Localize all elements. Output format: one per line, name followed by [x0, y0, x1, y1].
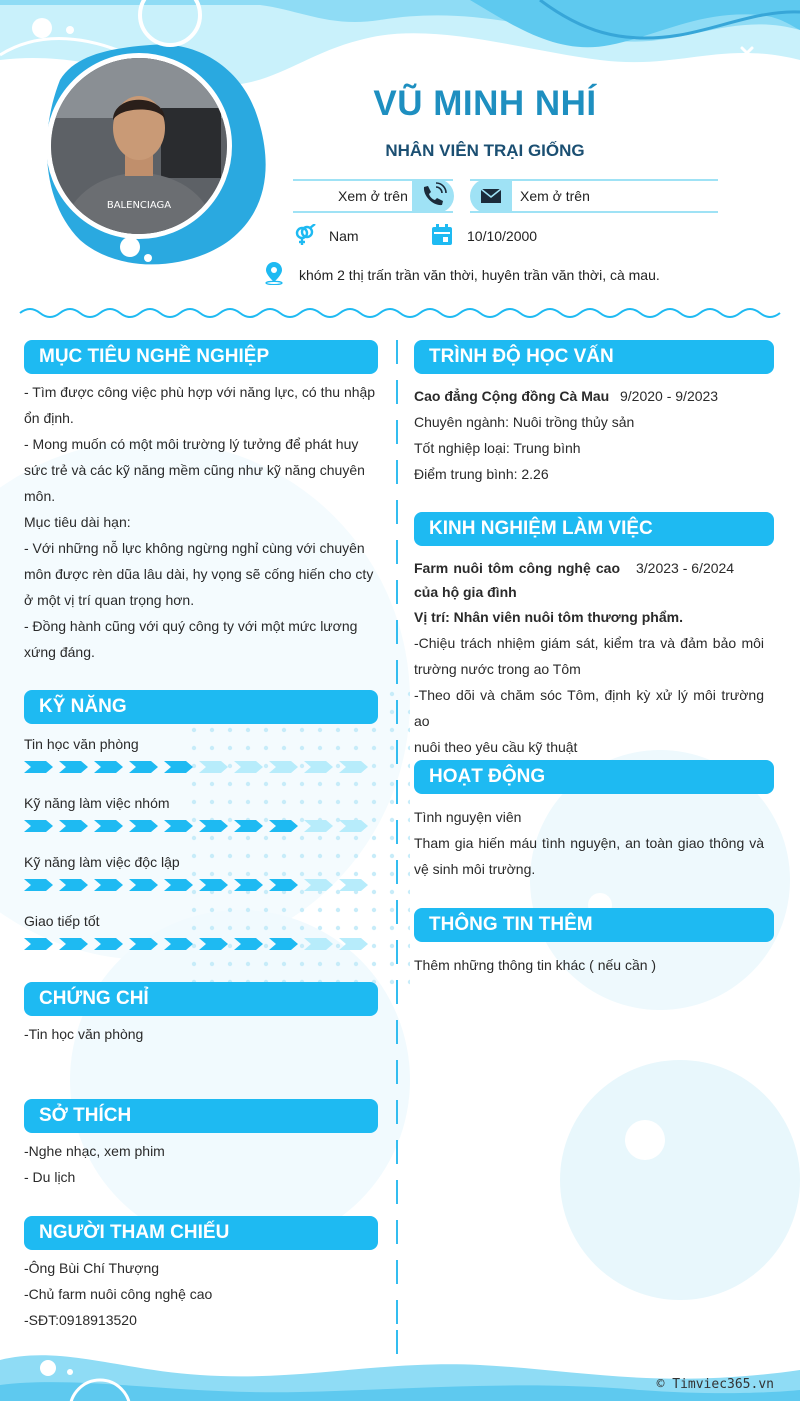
- divider: [396, 1020, 398, 1044]
- additional-text: Thêm những thông tin khác ( nếu cần ): [414, 957, 657, 973]
- avatar: [46, 53, 232, 239]
- divider: [396, 340, 398, 364]
- skill-bar: [22, 759, 370, 775]
- skill-chevron-filled: [267, 936, 300, 952]
- skill-chevron-filled: [127, 818, 160, 834]
- skill-label: Giao tiếp tốt: [24, 913, 100, 929]
- text-line: môn được rèn dũa lâu dài, hy vọng sẽ cống hiến cho cty: [24, 566, 374, 582]
- divider: [396, 1220, 398, 1244]
- divider: [396, 900, 398, 924]
- skill-label: Kỹ năng làm việc nhóm: [24, 795, 170, 811]
- skill-chevron-filled: [92, 877, 125, 893]
- divider: [396, 740, 398, 764]
- skill-chevron-filled: [127, 877, 160, 893]
- skill-chevron-empty: [337, 759, 370, 775]
- text-line: ở một vị trí quan trọng hơn.: [24, 592, 195, 608]
- hobbies-text: [24, 1138, 165, 1190]
- divider: [396, 660, 398, 684]
- reference-line: -Ông Bùi Chí Thượng: [24, 1260, 160, 1276]
- skill-chevron-empty: [302, 818, 335, 834]
- section-title-additional: THÔNG TIN THÊM: [414, 908, 774, 942]
- gender-icon: [293, 224, 317, 246]
- education-details: [414, 409, 634, 487]
- birthday-value: 10/10/2000: [467, 228, 538, 244]
- skill-chevron-filled: [57, 818, 90, 834]
- skill-chevron-filled: [162, 877, 195, 893]
- location-icon: [263, 261, 285, 285]
- divider: [396, 1060, 398, 1084]
- objective-text: [24, 379, 378, 665]
- divider: [396, 620, 398, 644]
- gender-value: Nam: [329, 228, 359, 244]
- reference-line: -SĐT:0918913520: [24, 1312, 137, 1328]
- divider: [396, 460, 398, 484]
- skill-chevron-empty: [267, 759, 300, 775]
- duty-line: nuôi theo yêu cầu kỹ thuật: [414, 739, 578, 755]
- skill-chevron-empty: [302, 759, 335, 775]
- divider: [396, 1260, 398, 1284]
- section-title-experience: KINH NGHIỆM LÀM VIỆC: [414, 512, 774, 546]
- skill-chevron-filled: [92, 818, 125, 834]
- hobby-item: -Nghe nhạc, xem phim: [24, 1143, 165, 1159]
- education-line: Chuyên ngành: Nuôi trồng thủy sản: [414, 414, 635, 430]
- skill-chevron-empty: [337, 877, 370, 893]
- school-name: Cao đẳng Cộng đồng Cà Mau: [414, 388, 610, 404]
- hobby-item: - Du lịch: [24, 1169, 76, 1185]
- divider: [396, 380, 398, 404]
- section-title-references: NGƯỜI THAM CHIẾU: [24, 1216, 378, 1250]
- skill-chevron-filled: [127, 936, 160, 952]
- skill-chevron-filled: [267, 877, 300, 893]
- skill-chevron-filled: [162, 759, 195, 775]
- email-icon: [470, 179, 512, 213]
- divider: [396, 420, 398, 444]
- skill-bar: [22, 818, 370, 834]
- duty-line: -Theo dõi và chăm sóc Tôm, định kỳ xử lý môi trường ao: [414, 687, 764, 729]
- divider: [396, 1100, 398, 1124]
- skill-chevron-filled: [267, 818, 300, 834]
- skill-chevron-empty: [337, 818, 370, 834]
- skill-chevron-empty: [232, 759, 265, 775]
- experience-period: 3/2023 - 6/2024: [636, 560, 735, 576]
- divider: [396, 980, 398, 1004]
- calendar-icon: [431, 224, 453, 246]
- section-title-education: TRÌNH ĐỘ HỌC VẤN: [414, 340, 774, 374]
- divider: [396, 860, 398, 884]
- skill-chevron-filled: [197, 818, 230, 834]
- activity-line: Tham gia hiến máu tình nguyện, an toàn giao thông và: [414, 835, 764, 851]
- skill-chevron-empty: [302, 936, 335, 952]
- skill-chevron-filled: [127, 759, 160, 775]
- text-line: ổn định.: [24, 410, 74, 426]
- experience-duties: [414, 630, 764, 760]
- skill-chevron-filled: [22, 877, 55, 893]
- skill-chevron-filled: [92, 759, 125, 775]
- skill-chevron-filled: [57, 877, 90, 893]
- text-line: - Đồng hành cũng với quý công ty với một mức lương: [24, 618, 358, 634]
- skill-chevron-filled: [57, 759, 90, 775]
- divider: [396, 1330, 398, 1354]
- education-line: Điểm trung bình: 2.26: [414, 466, 549, 482]
- text-line: sức trẻ và các kỹ năng mềm cũng như kỹ năng chuyên: [24, 462, 365, 478]
- divider: [396, 780, 398, 804]
- skill-bar: [22, 877, 370, 893]
- skill-chevron-filled: [232, 936, 265, 952]
- activity-line: Tình nguyện viên: [414, 809, 522, 825]
- divider: [396, 580, 398, 604]
- education-line: Tốt nghiệp loại: Trung bình: [414, 440, 581, 456]
- skill-label: Kỹ năng làm việc độc lập: [24, 854, 180, 870]
- divider: [396, 1140, 398, 1164]
- footer-watermark: © Timviec365.vn: [656, 1377, 774, 1392]
- skill-chevron-filled: [197, 936, 230, 952]
- skill-chevron-empty: [197, 759, 230, 775]
- skill-chevron-filled: [232, 877, 265, 893]
- email-value[interactable]: Xem ở trên: [520, 188, 590, 204]
- text-line: - Với những nỗ lực không ngừng nghỉ cùng với chuyên: [24, 540, 365, 556]
- certificate-item: -Tin học văn phòng: [24, 1026, 144, 1042]
- text-line: - Tìm được công việc phù hợp với năng lực, có thu nhập: [24, 384, 376, 400]
- section-title-certificates: CHỨNG CHỈ: [24, 982, 378, 1016]
- skill-label: Tin học văn phòng: [24, 736, 139, 752]
- text-line: xứng đáng.: [24, 644, 95, 660]
- skill-chevron-empty: [302, 877, 335, 893]
- references-text: [24, 1255, 212, 1333]
- duty-line: -Chiệu trách nhiệm giám sát, kiểm tra và đảm bảo môi: [414, 635, 764, 651]
- skill-chevron-filled: [22, 759, 55, 775]
- education-period: 9/2020 - 9/2023: [620, 388, 719, 404]
- divider: [396, 1300, 398, 1324]
- job-title: NHÂN VIÊN TRẠI GIỐNG: [385, 141, 585, 160]
- duty-line: trường nước trong ao Tôm: [414, 661, 581, 677]
- skill-bar: [22, 936, 370, 952]
- skill-chevron-filled: [22, 818, 55, 834]
- activity-line: vệ sinh môi trường.: [414, 861, 536, 877]
- skill-chevron-empty: [337, 936, 370, 952]
- company-name-cont: của hộ gia đình: [414, 584, 517, 600]
- skill-chevron-filled: [232, 818, 265, 834]
- position: Vị trí: Nhân viên nuôi tôm thương phẩm.: [414, 609, 683, 625]
- skill-chevron-filled: [197, 877, 230, 893]
- text-line: môn.: [24, 488, 56, 504]
- skill-chevron-filled: [57, 936, 90, 952]
- skill-chevron-filled: [162, 936, 195, 952]
- divider: [396, 820, 398, 844]
- phone-value[interactable]: Xem ở trên: [338, 188, 408, 204]
- divider: [396, 940, 398, 964]
- section-title-hobbies: SỞ THÍCH: [24, 1099, 378, 1133]
- divider: [396, 540, 398, 564]
- section-title-activities: HOẠT ĐỘNG: [414, 760, 774, 794]
- svg-text:BALENCIAGA: BALENCIAGA: [106, 200, 172, 211]
- text-line: - Mong muốn có một môi trường lý tưởng để phát huy: [24, 436, 359, 452]
- skill-chevron-filled: [162, 818, 195, 834]
- reference-line: -Chủ farm nuôi công nghệ cao: [24, 1286, 213, 1302]
- section-title-skills: KỸ NĂNG: [24, 690, 378, 724]
- text-line: Mục tiêu dài hạn:: [24, 514, 131, 530]
- section-title-objective: MỤC TIÊU NGHỀ NGHIỆP: [24, 340, 378, 374]
- divider: [396, 700, 398, 724]
- candidate-name: VŨ MINH NHÍ: [373, 84, 597, 123]
- skill-chevron-filled: [92, 936, 125, 952]
- activities-text: [414, 804, 764, 882]
- divider: [396, 1180, 398, 1204]
- address-value: khóm 2 thị trấn trần văn thời, huyên trần văn thời, cà mau.: [299, 267, 660, 283]
- company-name: Farm nuôi tôm công nghệ cao: [414, 560, 620, 576]
- phone-icon: [412, 179, 454, 213]
- skill-chevron-filled: [22, 936, 55, 952]
- divider: [396, 500, 398, 524]
